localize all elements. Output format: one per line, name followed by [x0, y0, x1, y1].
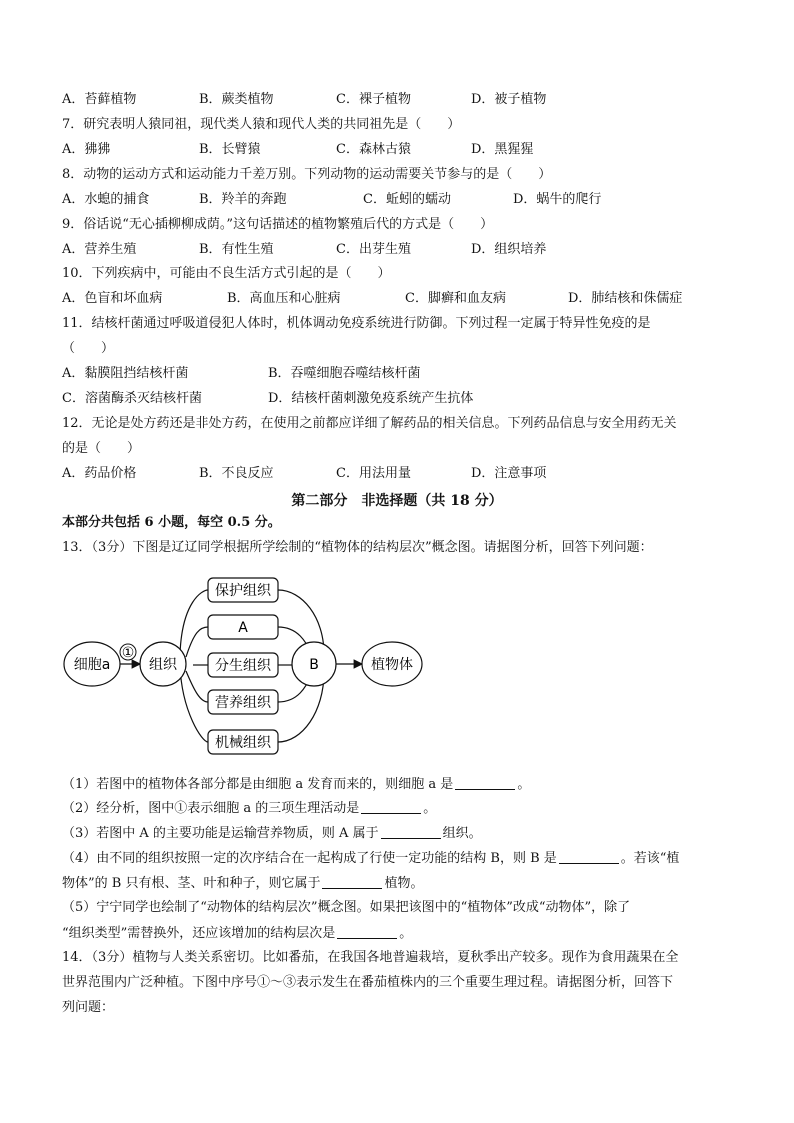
tissue-protective: 保护组织: [215, 583, 271, 599]
q6-option-d: D．被子植物: [471, 92, 547, 107]
q10-option-d: D．肺结核和侏儒症: [568, 291, 683, 306]
q6-option-c: C．裸子植物: [336, 92, 411, 107]
q6-option-a: A．苔藓植物: [62, 92, 137, 107]
cell-a-label: 细胞a: [73, 657, 111, 673]
answer-blank[interactable]: [337, 925, 397, 939]
q10-stem: 10．下列疾病中，可能由不良生活方式引起的是（ ）: [62, 266, 391, 281]
q12-option-d: D．注意事项: [471, 466, 547, 481]
q14-stem-line2: 世界范围内广泛种植。下图中序号①～③表示发生在番茄植株内的三个重要生理过程。请据图分析，回答下: [62, 975, 674, 990]
q9-option-b: B．有性生殖: [199, 242, 274, 257]
q8-option-b: B．羚羊的奔跑: [199, 192, 287, 207]
q13-stem: 13．（3分）下图是辽辽同学根据所学绘制的“植物体的结构层次”概念图。请据图分析，回答下列问题：: [62, 540, 653, 555]
q9-stem: 9．俗话说“无心插柳柳成荫。”这句话描述的植物繁殖后代的方式是（ ）: [62, 217, 494, 232]
q10-option-b: B．高血压和心脏病: [227, 291, 341, 306]
q13-sub2: （2）经分析，图中①表示细胞 a 的三项生理活动是 。: [62, 801, 437, 816]
q11-option-c: C．溶菌酶杀灭结核杆菌: [62, 391, 202, 406]
q7-option-a: A．狒狒: [62, 142, 111, 157]
answer-blank[interactable]: [381, 825, 441, 839]
q11-stem-line2: （ ）: [62, 341, 115, 356]
q7-option-d: D．黑猩猩: [471, 142, 534, 157]
q13-sub3: （3）若图中 A 的主要功能是运输营养物质，则 A 属于 组织。: [62, 826, 482, 841]
q13-sub4-line2: 物体”的 B 只有根、茎、叶和种子，则它属于 植物。: [62, 876, 424, 891]
q7-stem: 7．研究表明人猿同祖，现代类人猿和现代人类的共同祖先是（ ）: [62, 117, 461, 132]
q8-option-c: C．蚯蚓的蠕动: [363, 192, 451, 207]
q7-option-b: B．长臂猿: [199, 142, 261, 157]
tissue-a: A: [238, 620, 248, 636]
q12-option-a: A．药品价格: [62, 466, 137, 481]
q11-option-b: B．吞噬细胞吞噬结核杆菌: [268, 366, 421, 381]
q13-sub5-line2: “组织类型”需替换外，还应该增加的结构层次是 。: [62, 926, 413, 941]
q11-stem-line1: 11．结核杆菌通过呼吸道侵犯人体时，机体调动免疫系统进行防御。下列过程一定属于特异性免疫的是: [62, 316, 651, 331]
q7-option-c: C．森林古猿: [336, 142, 411, 157]
answer-blank[interactable]: [455, 776, 515, 790]
answer-blank[interactable]: [322, 875, 382, 889]
tissue-label: 组织: [149, 657, 177, 673]
answer-blank[interactable]: [361, 800, 421, 814]
q12-stem-line1: 12．无论是处方药还是非处方药，在使用之前都应详细了解药品的相关信息。下列药品信息与安全用药无关: [62, 416, 677, 431]
q8-option-d: D．蜗牛的爬行: [513, 192, 602, 207]
q8-stem: 8．动物的运动方式和运动能力千差万别。下列动物的运动需要关节参与的是（ ）: [62, 167, 552, 182]
tissue-nutritive: 营养组织: [215, 695, 271, 711]
q9-option-c: C．出芽生殖: [336, 242, 411, 257]
q12-option-b: B．不良反应: [199, 466, 274, 481]
q13-sub1: （1）若图中的植物体各部分都是由细胞 a 发育而来的，则细胞 a 是 。: [62, 777, 531, 792]
plant-label: 植物体: [371, 657, 413, 673]
q8-option-a: A．水螅的捕食: [62, 192, 150, 207]
answer-blank[interactable]: [559, 850, 619, 864]
tissue-meristematic: 分生组织: [215, 658, 271, 674]
q11-option-a: A．黏膜阻挡结核杆菌: [62, 366, 189, 381]
tissue-mechanical: 机械组织: [215, 735, 271, 751]
part2-note: 本部分共包括 6 小题，每空 0.5 分。: [62, 515, 281, 530]
part2-title: 第二部分 非选择题（共 18 分）: [291, 493, 503, 509]
q12-option-c: C．用法用量: [336, 466, 411, 481]
plant-structure-diagram: [62, 572, 432, 762]
q13-sub4-line1: （4）由不同的组织按照一定的次序结合在一起构成了行使一定功能的结构 B，则 B 是 。若该“植: [62, 851, 680, 866]
q14-stem-line1: 14．（3分）植物与人类关系密切。比如番茄，在我国各地普遍栽培，夏秋季出产较多。现作为食用蔬果在全: [62, 950, 679, 965]
q9-option-d: D．组织培养: [471, 242, 547, 257]
q10-option-a: A．色盲和坏血病: [62, 291, 163, 306]
step-1-label: ①: [121, 645, 135, 661]
q10-option-c: C．脚癣和血友病: [405, 291, 506, 306]
q14-stem-line3: 列问题：: [62, 1000, 115, 1015]
q13-sub5-line1: （5）宁宁同学也绘制了“动物体的结构层次”概念图。如果把该图中的“植物体”改成“动物体”，除了: [62, 900, 631, 915]
b-label: B: [309, 657, 319, 673]
q12-stem-line2: 的是（ ）: [62, 441, 141, 456]
q11-option-d: D．结核杆菌刺激免疫系统产生抗体: [268, 391, 474, 406]
q6-option-b: B．蕨类植物: [199, 92, 274, 107]
q9-option-a: A．营养生殖: [62, 242, 137, 257]
